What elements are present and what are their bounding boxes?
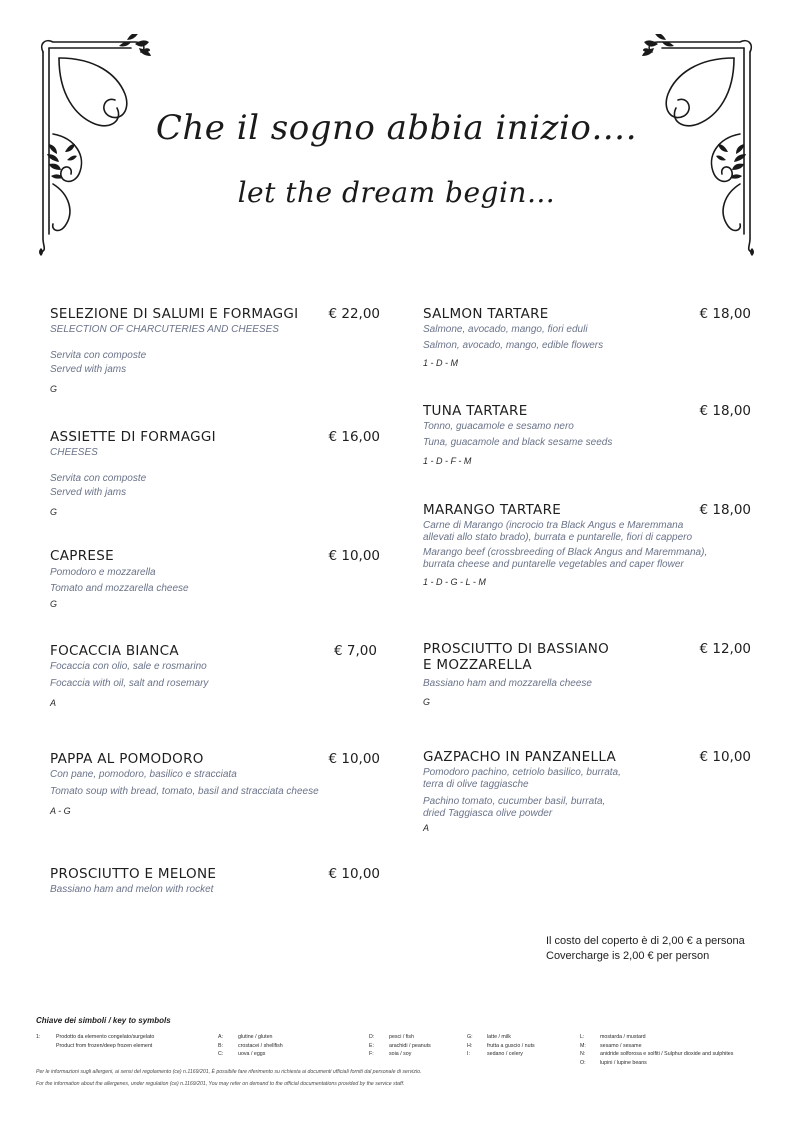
key-entry: lupini / lupine beans [600,1059,647,1066]
item-allergens: G [423,697,431,707]
menu-item [423,502,751,588]
item-name-line2: E MOZZARELLA [423,657,532,673]
key-column-5: L: mostarda / mustard M: sesamo / sesame N: anidride solforosa e solfiti / Sulphur dioxide and sulphites O: lupini / lupine beans [580,1034,734,1066]
item-allergens: 1 - D - F - M [423,456,472,466]
item-allergens: A [50,698,57,708]
item-price: € 18,00 [699,306,751,322]
cover-charge-en: Covercharge is 2,00 € per person [546,950,710,962]
item-price: € 10,00 [328,548,380,564]
key-entry: glutine / gluten [238,1034,273,1040]
item-allergens: A - G [50,806,71,816]
key-entry: anidride solforosa e solfiti / Sulphur dioxide and sulphites [600,1051,734,1057]
item-allergens: G [50,507,58,517]
item-desc: Served with jams [50,487,127,498]
item-desc: Tomato and mozzarella cheese [50,583,189,594]
item-name: SELEZIONE DI SALUMI E FORMAGGI [50,306,299,322]
menu-item [423,641,751,708]
key-column-2: A: glutine / gluten B: crostacei / shellfish C: uova / eggs [218,1034,283,1057]
key-entry: soia / soy [389,1051,412,1057]
item-name: PAPPA AL POMODORO [50,751,204,767]
item-desc: burrata cheese and puntarelle vegetables and caper flower [423,559,684,570]
key-entry: latte / milk [487,1034,511,1040]
item-allergens: 1 - D - G - L - M [423,577,486,587]
item-desc: CHEESES [50,447,98,458]
item-desc: Carne di Marango (incrocio tra Black Angus e Maremmana [423,520,684,531]
menu-item [50,866,380,896]
item-desc: allevati allo stato brado), burrata e puntarelle, fiori di cappero [423,532,693,543]
item-name: PROSCIUTTO E MELONE [50,866,217,882]
item-desc: Focaccia con olio, sale e rosmarino [50,661,207,672]
item-price: € 10,00 [699,749,751,765]
item-desc: Served with jams [50,364,127,375]
allergen-note-it: Per le informazioni sugli allergeni, ai sensi del regolamento (ce) n.1169/201, È possibile fare riferimento su richiesta ai documenti ufficiali forniti dal personale di servizio. [36,1069,422,1075]
cover-charge-it: Il costo del coperto è di 2,00 € a persona [546,935,745,947]
item-price: € 10,00 [328,866,380,882]
item-desc: Tuna, guacamole and black sesame seeds [423,437,613,448]
menu-item [50,548,380,610]
item-price: € 10,00 [328,751,380,767]
key-entry: crostacei / shellfish [238,1042,283,1049]
key-entry: frutta a guscio / nuts [487,1042,535,1049]
item-name: TUNA TARTARE [423,403,528,419]
item-desc: Salmone, avocado, mango, fiori eduli [423,324,588,335]
key-entry: arachidi / peanuts [389,1042,431,1049]
menu-item [50,643,380,709]
cover-charge [546,934,745,964]
item-desc: Pomodoro e mozzarella [50,567,156,578]
item-desc: Salmon, avocado, mango, edible flowers [423,340,604,351]
item-desc: terra di olive taggiasche [423,779,529,790]
menu-item [50,306,380,395]
menu-item [423,749,751,834]
item-allergens: G [50,384,58,394]
key-entry: pesci / fish [389,1034,415,1040]
key-entry: Prodotto da elemento congelato/surgelato [56,1034,155,1040]
item-name: PROSCIUTTO DI BASSIANO [423,641,610,657]
item-desc: Bassiano ham and melon with rocket [50,884,214,895]
menu-item [423,306,751,369]
item-desc: Pomodoro pachino, cetriolo basilico, burrata, [423,767,621,778]
item-desc: Servita con composte [50,350,147,361]
item-desc: Con pane, pomodoro, basilico e stracciata [50,769,237,780]
item-desc: Tomato soup with bread, tomato, basil and stracciata cheese [50,786,319,797]
item-allergens: 1 - D - M [423,358,458,368]
title-english: let the dream begin… [237,176,556,209]
item-price: € 7,00 [334,643,377,659]
item-desc: Marango beef (crossbreeding of Black Angus and Maremmana), [423,547,708,558]
key-column-4: G: latte / milk H: frutta a guscio / nuts I: sedano / celery [467,1034,535,1057]
item-name: FOCACCIA BIANCA [50,643,179,659]
menu-item [423,403,751,467]
key-column-1: 1: Prodotto da elemento congelato/surgelato Product from frozen/deep frozen element [36,1034,155,1049]
key-entry: mostarda / mustard [600,1034,646,1040]
menu-item [50,751,380,817]
item-price: € 18,00 [699,403,751,419]
key-entry: sedano / celery [487,1051,523,1057]
item-desc: Pachino tomato, cucumber basil, burrata, [423,796,606,807]
item-desc: dried Taggiasca olive powder [423,808,553,819]
key-entry: Product from frozen/deep frozen element [56,1042,153,1049]
key-column-3: D: pesci / fish E: arachidi / peanuts F: soia / soy [369,1034,431,1057]
item-desc: SELECTION OF CHARCUTERIES AND CHEESES [50,324,279,335]
item-allergens: A [423,823,430,833]
item-allergens: G [50,599,58,609]
item-price: € 16,00 [328,429,380,445]
key-entry: sesamo / sesame [600,1042,642,1049]
key-title: Chiave dei simboli / key to symbols [36,1016,171,1025]
key-entry: uova / eggs [238,1051,266,1057]
menu-item [50,429,380,518]
allergen-note-en: For the information about the allergenes, under regulation (ce) n.1169/201, You may refer on demand to the official documentations provided by the service staff. [36,1081,405,1087]
title-italian: Che il sogno abbia inizio…. [155,108,638,148]
item-name: ASSIETTE DI FORMAGGI [50,429,216,445]
item-name: CAPRESE [50,548,114,564]
item-desc: Servita con composte [50,473,147,484]
item-name: GAZPACHO IN PANZANELLA [423,749,616,765]
item-price: € 18,00 [699,502,751,518]
item-name: MARANGO TARTARE [423,502,562,518]
item-name: SALMON TARTARE [423,306,549,322]
item-desc: Bassiano ham and mozzarella cheese [423,678,592,689]
item-desc: Focaccia with oil, salt and rosemary [50,678,209,689]
item-price: € 22,00 [328,306,380,322]
item-price: € 12,00 [699,641,751,657]
item-desc: Tonno, guacamole e sesamo nero [423,421,574,432]
